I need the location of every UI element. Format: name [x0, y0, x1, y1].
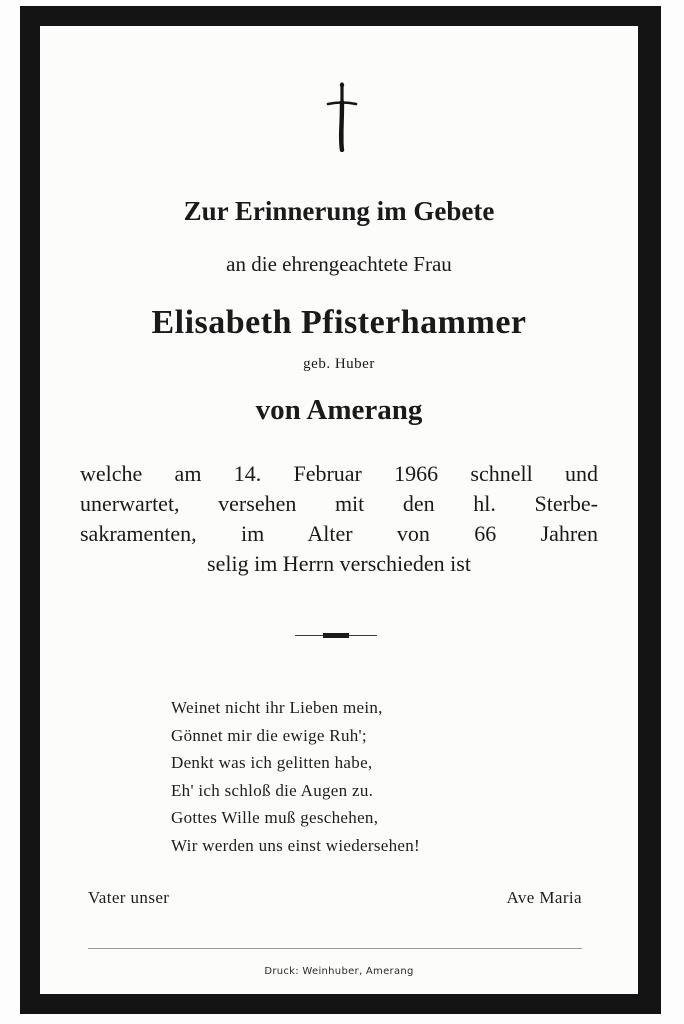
hometown: von Amerang	[255, 394, 423, 426]
latin-cross-icon	[325, 82, 359, 152]
maiden-name: geb. Huber	[303, 356, 375, 372]
printer-imprint: Druck: Weinhuber, Amerang	[264, 966, 414, 977]
death-announcement	[80, 459, 598, 579]
announcement-line: unerwartet, versehen mit den hl. Sterbe-	[80, 491, 598, 516]
announcement-line: welche am 14. Februar 1966 schnell und	[80, 461, 598, 486]
memorial-poem	[171, 694, 551, 860]
poem-line: Gottes Wille muß geschehen,	[171, 808, 379, 828]
poem-line: Denkt was ich gelitten habe,	[171, 753, 373, 773]
memorial-card	[40, 26, 638, 994]
poem-line: Gönnet mir die ewige Ruh';	[171, 725, 367, 745]
deceased-name: Elisabeth Pfisterhammer	[151, 304, 527, 341]
divider-bar	[323, 633, 349, 638]
ornamental-divider	[295, 633, 377, 639]
poem-line: Wir werden uns einst wiedersehen!	[171, 835, 421, 855]
card-heading: Zur Erinnerung im Gebete	[183, 196, 495, 226]
prayer-hail-mary: Ave Maria	[506, 888, 582, 907]
announcement-line: sakramenten, im Alter von 66 Jahren	[80, 521, 598, 546]
card-subheading: an die ehrengeachtete Frau	[226, 252, 452, 276]
poem-line: Weinet nicht ihr Lieben mein,	[171, 698, 383, 717]
poem-line: Eh' ich schloß die Augen zu.	[171, 780, 374, 800]
announcement-line: selig im Herrn verschieden ist	[207, 551, 471, 576]
footer-divider	[88, 948, 582, 949]
prayer-our-father: Vater unser	[88, 888, 170, 907]
